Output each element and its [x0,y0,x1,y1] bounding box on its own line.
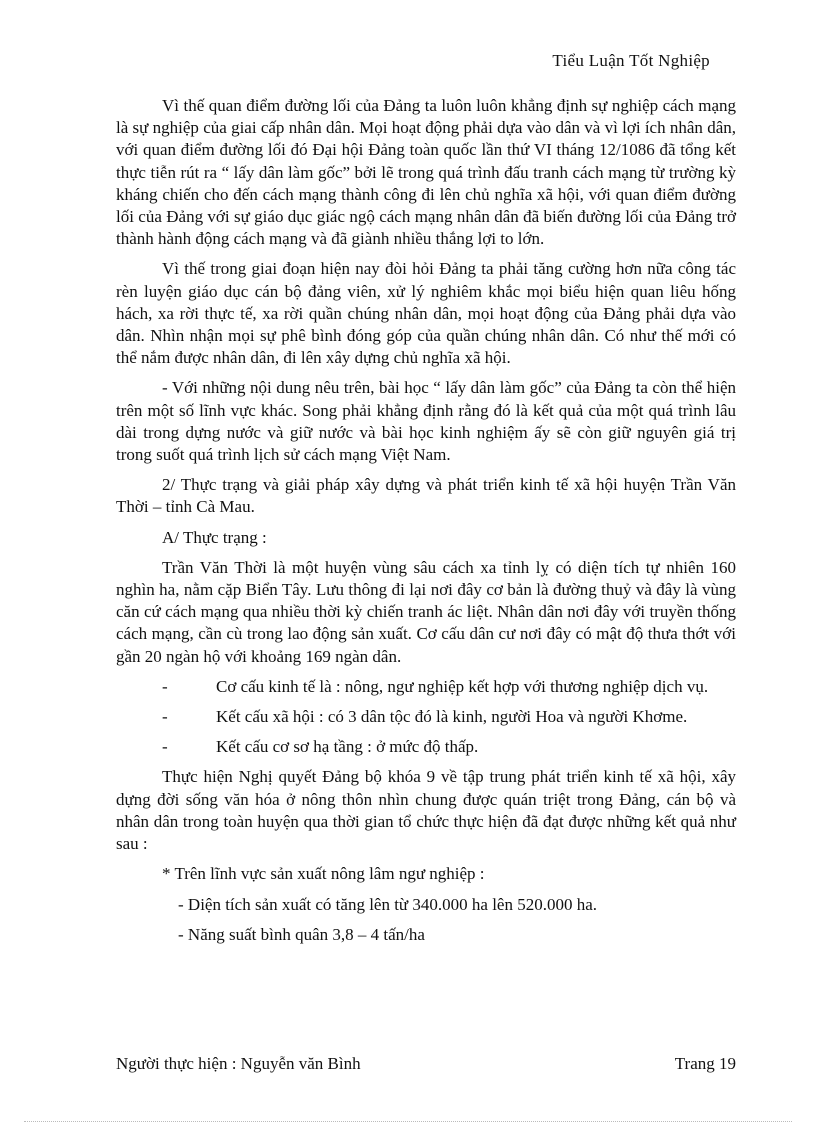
paragraph-1: Vì thế quan điểm đường lối của Đảng ta luôn luôn khẳng định sự nghiệp cách mạng là sự nghiệp của giai cấp nhân dân. Mọi hoạt động phải dựa vào dân và vì lợi ích nhân dân, với quan điểm đường lối đó Đại hội Đảng toàn quốc lần thứ VI tháng 12/1086 đã tổng kết thực tiễn rút ra “ lấy dân làm gốc” bởi lẽ trong quá trình đấu tranh cách mạng từ trường kỳ kháng chiến cho đến cách mạng thành công đi lên chủ nghĩa xã hội, với quan điểm đường lối của Đảng với sự giáo dục giác ngộ cách mạng nhân dân đã biến đường lối của Đảng trở thành hành động cách mạng và đã giành nhiều thắng lợi to lớn. [116,96,736,249]
page-bottom-divider [24,1121,792,1122]
section-heading-2: 2/ Thực trạng và giải pháp xây dựng và phát triển kinh tế xã hội huyện Trần Văn Thời – tỉnh Cà Mau. [116,475,736,517]
document-footer [116,1054,736,1074]
list-dash: - [162,676,168,696]
list-dash: - [162,707,168,727]
footer-page-number: Trang 19 [674,1054,736,1073]
list-item-text: Cơ cấu kinh tế là : nông, ngư nghiệp kết hợp với thương nghiệp dịch vụ. [216,676,709,696]
list-dash: - [162,737,168,757]
paragraph-4: Trần Văn Thời là một huyện vùng sâu cách xa tỉnh lỵ có diện tích tự nhiên 160 nghìn ha, nằm cặp Biển Tây. Lưu thông đi lại nơi đây cơ bản là đường thuỷ và đây là vùng căn cứ cách mạng qua nhiều thời kỳ chiến tranh ác liệt. Nhân dân nơi đây với truyền thống cách mạng, cần cù trong lao động sản xuất. Cơ cấu dân cư nơi đây có mật độ thưa thớt với gần 20 ngàn hộ với khoảng 169 ngàn dân. [116,557,736,666]
document-body [116,95,736,954]
sub-item: - Diện tích sản xuất có tăng lên từ 340.000 ha lên 520.000 ha. [178,894,598,914]
paragraph-5: Thực hiện Nghị quyết Đảng bộ khóa 9 về tập trung phát triển kinh tế xã hội, xây dựng đời sống văn hóa ở nông thôn nhìn chung được quán triệt trong Đảng, cán bộ và nhân dân trong toàn huyện qua thời gian tổ chức thực hiện đã đạt được những kết quả như sau : [116,767,736,854]
list-item [116,736,736,758]
list-item [116,676,736,698]
list-item [116,706,736,728]
footer-author: Người thực hiện : Nguyễn văn Bình [116,1054,361,1073]
document-header-title: Tiểu Luận Tốt Nghiệp [552,51,710,70]
paragraph-3: - Với những nội dung nêu trên, bài học “ lấy dân làm gốc” của Đảng ta còn thể hiện trên một số lĩnh vực khác. Song phải khẳng định rằng đó là kết quả của một quá trình lâu dài trong dựng nước và giữ nước và bài học kinh nghiệm ấy sẽ còn giữ nguyên giá trị trong suốt quá trình lịch sử cách mạng Việt Nam. [116,378,736,465]
sub-item: - Năng suất bình quân 3,8 – 4 tấn/ha [178,924,425,944]
list-item-text: Kết cấu xã hội : có 3 dân tộc đó là kinh, người Hoa và người Khơme. [216,707,688,727]
paragraph-2: Vì thế trong giai đoạn hiện nay đòi hỏi Đảng ta phải tăng cường hơn nữa công tác rèn luyện giáo dục cán bộ đảng viên, xử lý nghiêm khắc mọi biểu hiện quan liêu hống hách, xa rời thực tế, xa rời quần chúng nhân dân, mọi hoạt động của Đảng phải dựa vào dân. Nhìn nhận mọi sự phê bình đóng góp của quần chúng nhân dân. Có như thế mới có thể nắm được nhân dân, đi lên xây dựng chủ nghĩa xã hội. [116,259,736,368]
subsection-heading-a: A/ Thực trạng : [162,527,267,547]
section-title-agriculture: * Trên lĩnh vực sản xuất nông lâm ngư nghiệp : [162,864,485,884]
list-item-text: Kết cấu cơ sơ hạ tầng : ở mức độ thấp. [216,737,479,757]
